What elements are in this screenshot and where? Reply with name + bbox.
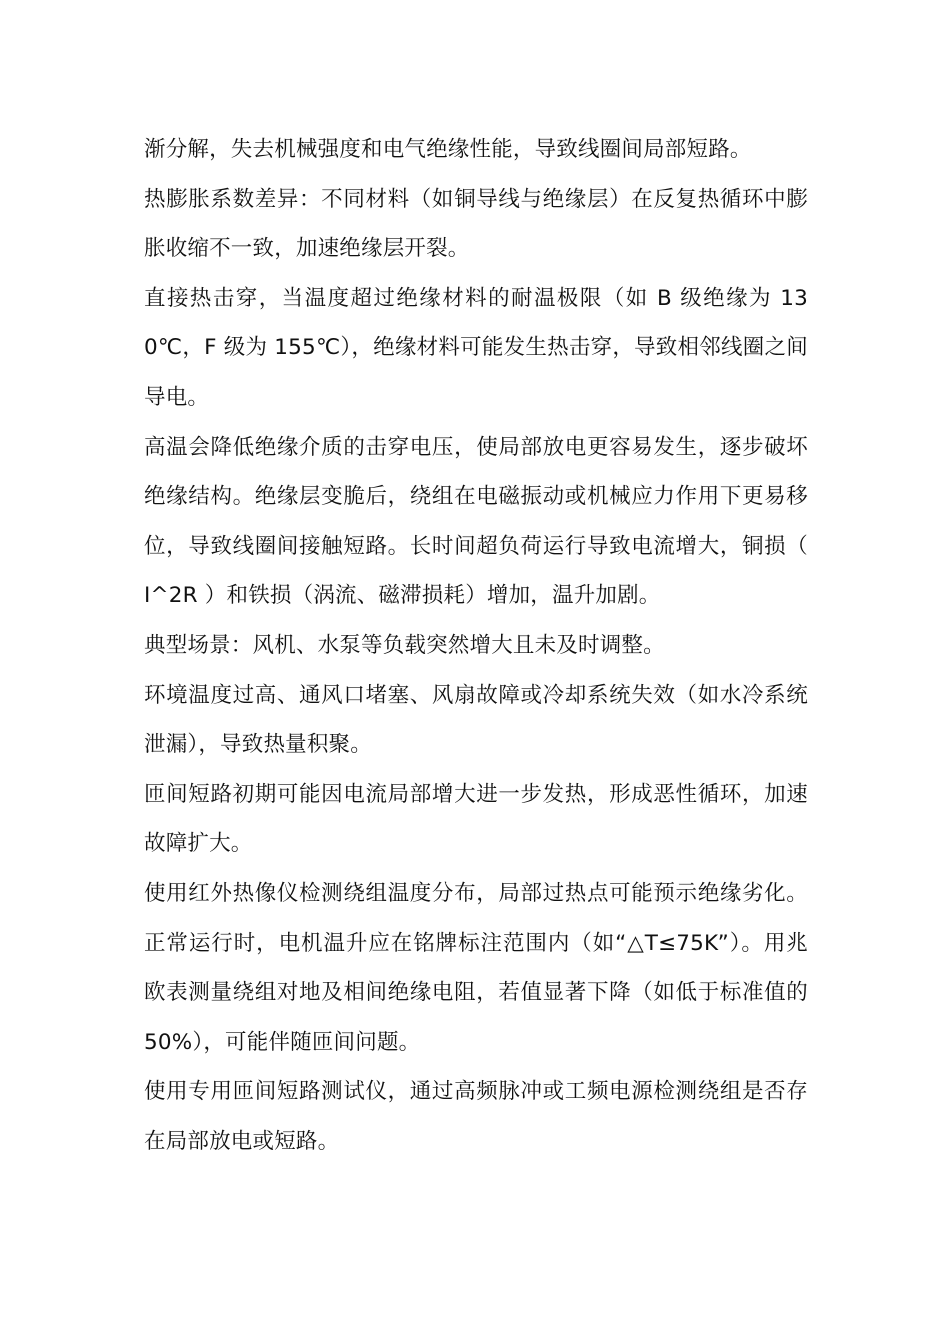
- paragraph-2: 热膨胀系数差异：不同材料（如铜导线与绝缘层）在反复热循环中膨胀收缩不一致，加速绝缘层开裂。: [144, 186, 808, 262]
- paragraph-3: 直接热击穿，当温度超过绝缘材料的耐温极限（如 B 级绝缘为 130℃，F 级为 155℃），绝缘材料可能发生热击穿，导致相邻线圈之间导电。: [144, 285, 808, 410]
- paragraph-9: 使用专用匝间短路测试仪，通过高频脉冲或工频电源检测绕组是否存在局部放电或短路。: [144, 1079, 808, 1154]
- paragraph-7: 匝间短路初期可能因电流局部增大进一步发热，形成恶性循环，加速故障扩大。: [144, 781, 808, 857]
- paragraph-8: 使用红外热像仪检测绕组温度分布，局部过热点可能预示绝缘劣化。正常运行时，电机温升应在铭牌标注范围内（如“△T≤75K”）。用兆欧表测量绕组对地及相间绝缘电阻，若值显著下降（如低于标准值的 50%），可能伴随匝间问题。: [144, 880, 808, 1055]
- paragraph-1: 渐分解，失去机械强度和电气绝缘性能，导致线圈间局部短路。: [144, 137, 752, 162]
- document-body: [144, 125, 808, 1166]
- paragraph-6: 环境温度过高、通风口堵塞、风扇故障或冷却系统失效（如水冷系统泄漏），导致热量积聚。: [144, 682, 808, 758]
- paragraph-5: 典型场景：风机、水泵等负载突然增大且未及时调整。: [144, 632, 665, 658]
- paragraph-4: 高温会降低绝缘介质的击穿电压，使局部放电更容易发生，逐步破坏绝缘结构。绝缘层变脆后，绕组在电磁振动或机械应力作用下更易移位，导致线圈间接触短路。长时间超负荷运行导致电流增大，铜损（ I^2R ）和铁损（涡流、磁滞损耗）增加，温升加剧。: [144, 434, 808, 609]
